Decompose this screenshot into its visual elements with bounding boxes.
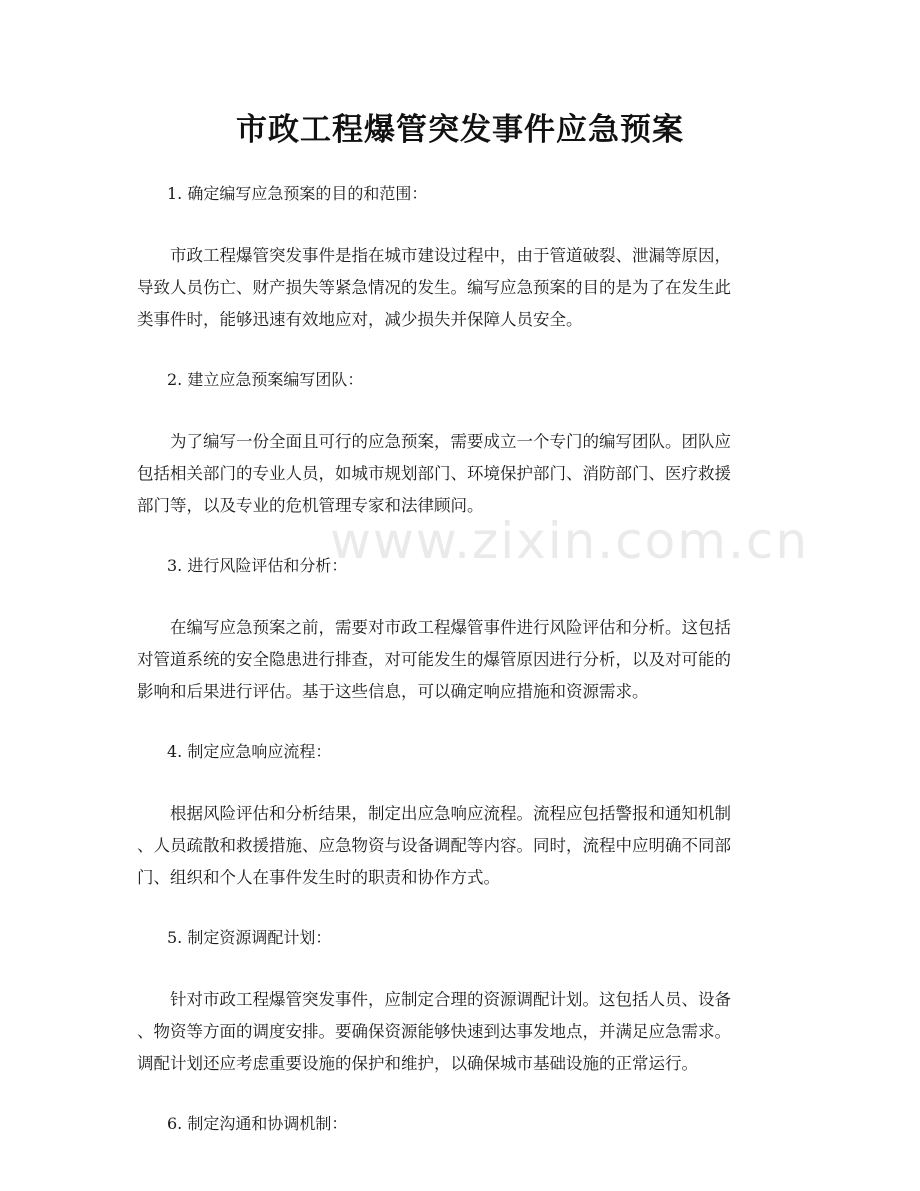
section-paragraph [137, 426, 787, 522]
paragraph-line: 市政工程爆管突发事件是指在城市建设过程中，由于管道破裂、泄漏等原因， [170, 246, 731, 265]
paragraph-line: 包括相关部门的专业人员，如城市规划部门、环境保护部门、消防部门、医疗救援 [137, 464, 731, 483]
paragraph-line: 针对市政工程爆管突发事件，应制定合理的资源调配计划。这包括人员、设备 [170, 990, 731, 1009]
paragraph-line: 调配计划还应考虑重要设施的保护和维护，以确保城市基础设施的正常运行。 [137, 1054, 698, 1073]
section-5 [137, 922, 787, 1108]
section-heading: 5. 制定资源调配计划： [167, 928, 332, 947]
document-body [137, 178, 810, 1140]
section-heading: 3. 进行风险评估和分析： [167, 556, 348, 575]
section-heading: 6. 制定沟通和协调机制： [167, 1114, 348, 1133]
section-6 [137, 1108, 787, 1140]
paragraph-line: 影响和后果进行评估。基于这些信息，可以确定响应措施和资源需求。 [137, 682, 649, 701]
document-title: 市政工程爆管突发事件应急预案 [236, 112, 684, 148]
paragraph-line: 在编写应急预案之前，需要对市政工程爆管事件进行风险评估和分析。这包括 [170, 618, 731, 637]
watermark: www.zixin.com.cn [330, 512, 810, 570]
section-3 [137, 550, 787, 736]
section-paragraph [137, 798, 787, 894]
section-heading: 4. 制定应急响应流程： [167, 742, 332, 761]
section-1 [137, 178, 787, 364]
section-paragraph [137, 612, 787, 708]
paragraph-line: 导致人员伤亡、财产损失等紧急情况的发生。编写应急预案的目的是为了在发生此 [137, 278, 731, 297]
section-heading: 2. 建立应急预案编写团队： [167, 370, 364, 389]
paragraph-line: 、人员疏散和救援措施、应急物资与设备调配等内容。同时，流程中应明确不同部 [137, 836, 731, 855]
section-heading: 1. 确定编写应急预案的目的和范围： [167, 184, 428, 203]
section-paragraph [137, 240, 787, 336]
paragraph-line: 对管道系统的安全隐患进行排查，对可能发生的爆管原因进行分析，以及对可能的 [137, 650, 731, 669]
paragraph-line: 根据风险评估和分析结果，制定出应急响应流程。流程应包括警报和通知机制 [170, 804, 731, 823]
paragraph-line: 部门等，以及专业的危机管理专家和法律顾问。 [137, 496, 484, 515]
paragraph-line: 类事件时，能够迅速有效地应对，减少损失并保障人员安全。 [137, 310, 583, 329]
section-2 [137, 364, 787, 550]
paragraph-line: 门、组织和个人在事件发生时的职责和协作方式。 [137, 868, 500, 887]
paragraph-line: 为了编写一份全面且可行的应急预案，需要成立一个专门的编写团队。团队应 [170, 432, 731, 451]
section-4 [137, 736, 787, 922]
paragraph-line: 、物资等方面的调度安排。要确保资源能够快速到达事发地点，并满足应急需求。 [137, 1022, 731, 1041]
section-paragraph [137, 984, 787, 1080]
